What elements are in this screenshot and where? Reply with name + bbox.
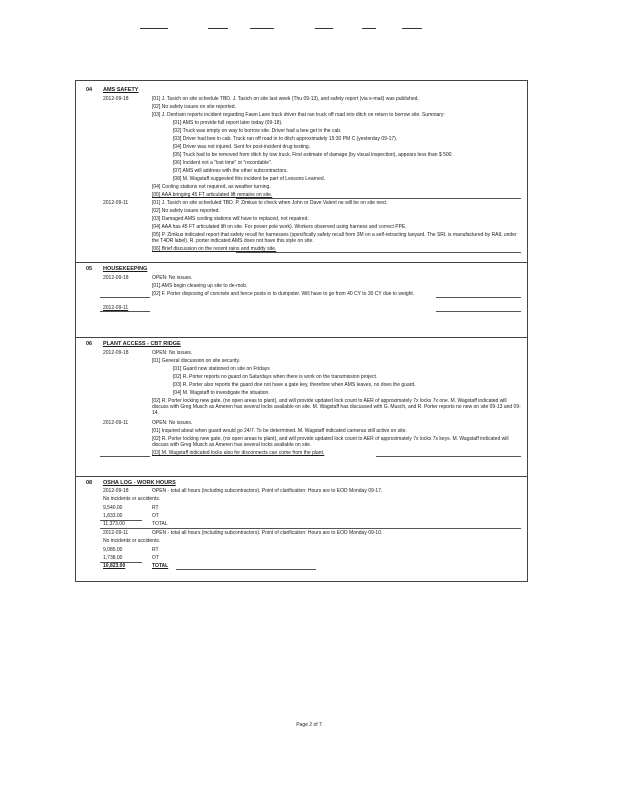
divider <box>236 198 521 199</box>
list-item: [01] AMS begin cleaning up site to de-mob. <box>152 283 248 289</box>
list-item: [02] Truck was empty on way to borrow site. Driver had a bee get in the cab. <box>173 128 342 134</box>
hours-label: OT <box>152 513 159 519</box>
list-item: [03] R. Porter also reports the guard doe not have a gate key, therefore when AMS leaves, no does the guard. <box>173 382 416 388</box>
meeting-date: 2012-09-11 <box>103 200 129 206</box>
hours-label: OT <box>152 555 159 561</box>
list-item: OPEN: No issues. <box>152 350 193 356</box>
hours-label: TOTAL <box>152 563 169 569</box>
hours-value: 10,823.00 <box>103 563 126 569</box>
minutes-table <box>75 80 528 582</box>
osha-note: No incidents or accidents. <box>103 538 161 544</box>
hours-label: RT <box>152 547 159 553</box>
hours-value: 11,373.00 <box>103 521 125 527</box>
hours-value: 9,540.00 <box>103 505 123 511</box>
section-number: 06 <box>86 341 93 347</box>
list-item: [02] No safety issues on site reported. <box>152 104 236 110</box>
hours-value: 9,085.00 <box>103 547 123 553</box>
list-item: [03] M. Wagstaff indicated locks also for disconnects can come from the plant. <box>152 450 325 456</box>
section-osha-log <box>76 476 527 583</box>
list-item: [02] F. Porter disposing of concrete and fence posts in to dumpster. Will have to go from 40 CY to 30 CY due to weight. <box>152 291 415 297</box>
section-title: OSHA LOG - WORK HOURS <box>103 480 176 486</box>
list-item: [04] Cooling stations not required, as weather turning. <box>152 184 271 190</box>
divider <box>176 569 316 570</box>
meeting-date: 2012-09-11 <box>103 420 129 426</box>
list-item: [01] General discussion on site security. <box>152 358 241 364</box>
section-title: AMS SAFETY <box>103 87 139 93</box>
list-item: [04] AAA has 45 FT articulated lift on site. For power pole work). Workers observed using harness and correct PPE. <box>152 224 407 230</box>
divider <box>436 311 521 312</box>
list-item: [03] Driver had bee in cab. Truck ran off road in to ditch approximately 15:30 PM C (yesterday 09-17). <box>173 136 398 142</box>
divider <box>100 297 150 298</box>
meeting-date: 2012-09-11 <box>103 305 129 311</box>
divider <box>100 311 150 312</box>
section-title: HOUSEKEEPING <box>103 266 148 272</box>
meeting-date: 2012-09-18 <box>103 350 129 356</box>
meeting-date: 2012-09-18 <box>103 275 129 281</box>
hours-label: TOTAL <box>152 521 168 527</box>
hours-value: 1,738.00 <box>103 555 123 561</box>
divider <box>236 252 521 253</box>
header-redaction-marks <box>140 28 530 34</box>
section-plant-access <box>76 337 527 481</box>
list-item: [06] Brief discussion on the recent rains and muddy site. <box>152 246 277 252</box>
section-number: 05 <box>86 266 93 272</box>
list-item: [05] AAA bringing 45 FT articulated lift remains on site. <box>152 192 273 198</box>
page-number: Page 2 of 7 <box>296 722 322 728</box>
divider <box>100 456 150 457</box>
list-item: [02] No safety issues reported. <box>152 208 220 214</box>
osha-note: No incidents or accidents. <box>103 496 161 502</box>
section-number: 04 <box>86 87 93 93</box>
list-item: [03] J. Denham reports incident regarding Fawn Lane truck driver that ran truck off road into ditch on return to borrow site. Summary: <box>152 112 445 118</box>
osha-header: OPEN - total all hours (including subcontractors). Point of clarification: Hours are to EOD Monday 09-10. <box>152 530 383 536</box>
hours-label: RT <box>152 505 159 511</box>
divider <box>376 456 521 457</box>
list-item: [01] J. Tasich on site schedule TBD. J. Tasich on site last week (Thu 09-13), and safety report (via e-mail) was published. <box>152 96 419 102</box>
section-number: 08 <box>86 480 93 486</box>
meeting-date: 2012-09-18 <box>103 96 129 102</box>
list-item: [05] Truck had to be removed from ditch by tow truck. First estimate of damage (by visual inspection), appears less than $ 500. <box>173 152 453 158</box>
list-item: [03] Damaged AMS cooling stations will have to replaced, not repaired. <box>152 216 309 222</box>
section-housekeeping <box>76 262 527 324</box>
divider <box>436 297 521 298</box>
list-item: OPEN: No issues. <box>152 275 193 281</box>
list-item: [07] AMS will address with the other subcontractors. <box>173 168 288 174</box>
list-item: [02] R. Porter locking new gate, (no open areas to plant), and will provide updated lock count to AER of approximately 7x locks 7x keys. M. Wagstaff indicated will discuss with Greg Musch as Ameren has several locks available on site. <box>152 436 509 448</box>
hours-value: 1,833.00 <box>103 513 123 519</box>
section-title: PLANT ACCESS - CBT RIDGE <box>103 341 181 347</box>
meeting-date: 2012-09-11 <box>103 530 129 536</box>
list-item: OPEN: No issues. <box>152 420 193 426</box>
list-item: [05] P. Zimkus indicated report that safety recall for harnesses (specifically safety recall from 3M on a self-retracting lanyard. The SRL is manufactured by RAIL under the T4DR label). R. porter indicated AMS does not have this style on site. <box>152 232 517 244</box>
list-item: [04] M. Wagstaff to investigate the situation. <box>173 390 270 396</box>
list-item: [08] M. Wagstaff suggested this incident be part of Lessons Learned. <box>173 176 326 182</box>
list-item: [02] R. Porter locking new gate, (no open areas to plant), and will provide updated lock count to AER of approximately 7x locks 7x one. M. Wagstaff indicated will discuss with Greg Musch as Ameren has several locks available on site. M. Wagstaff has discussed with G. Musch, and R. Porter reports no new on site 09-13 and 09-14. <box>152 398 521 416</box>
osha-header: OPEN - total all hours (including subcontractors). Point of clarification: Hours are to EOD Monday 09-17. <box>152 488 383 494</box>
list-item: [01] Guard now stationed on site on Fridays <box>173 366 270 372</box>
list-item: [06] Incident not a "lost time" or "recordable". <box>173 160 273 166</box>
list-item: [01] Inquired about when guard would go 24/7. To be determined. M. Wagstaff indicated cameras still active on site. <box>152 428 407 434</box>
meeting-date: 2012-09-18 <box>103 488 129 494</box>
list-item: [01] J. Tasich on site scheduled TBD. P. Zimkus to check when John or Dave Valent ne will be on site next. <box>152 200 388 206</box>
list-item: [01] AMS to provide full report later today (09-18). <box>173 120 283 126</box>
list-item: [04] Driver was not injured. Sent for post-incident drug testing. <box>173 144 311 150</box>
divider <box>100 528 521 529</box>
list-item: [02] R. Porter reports no guard on Saturdays when there is work on the transmission project. <box>173 374 378 380</box>
